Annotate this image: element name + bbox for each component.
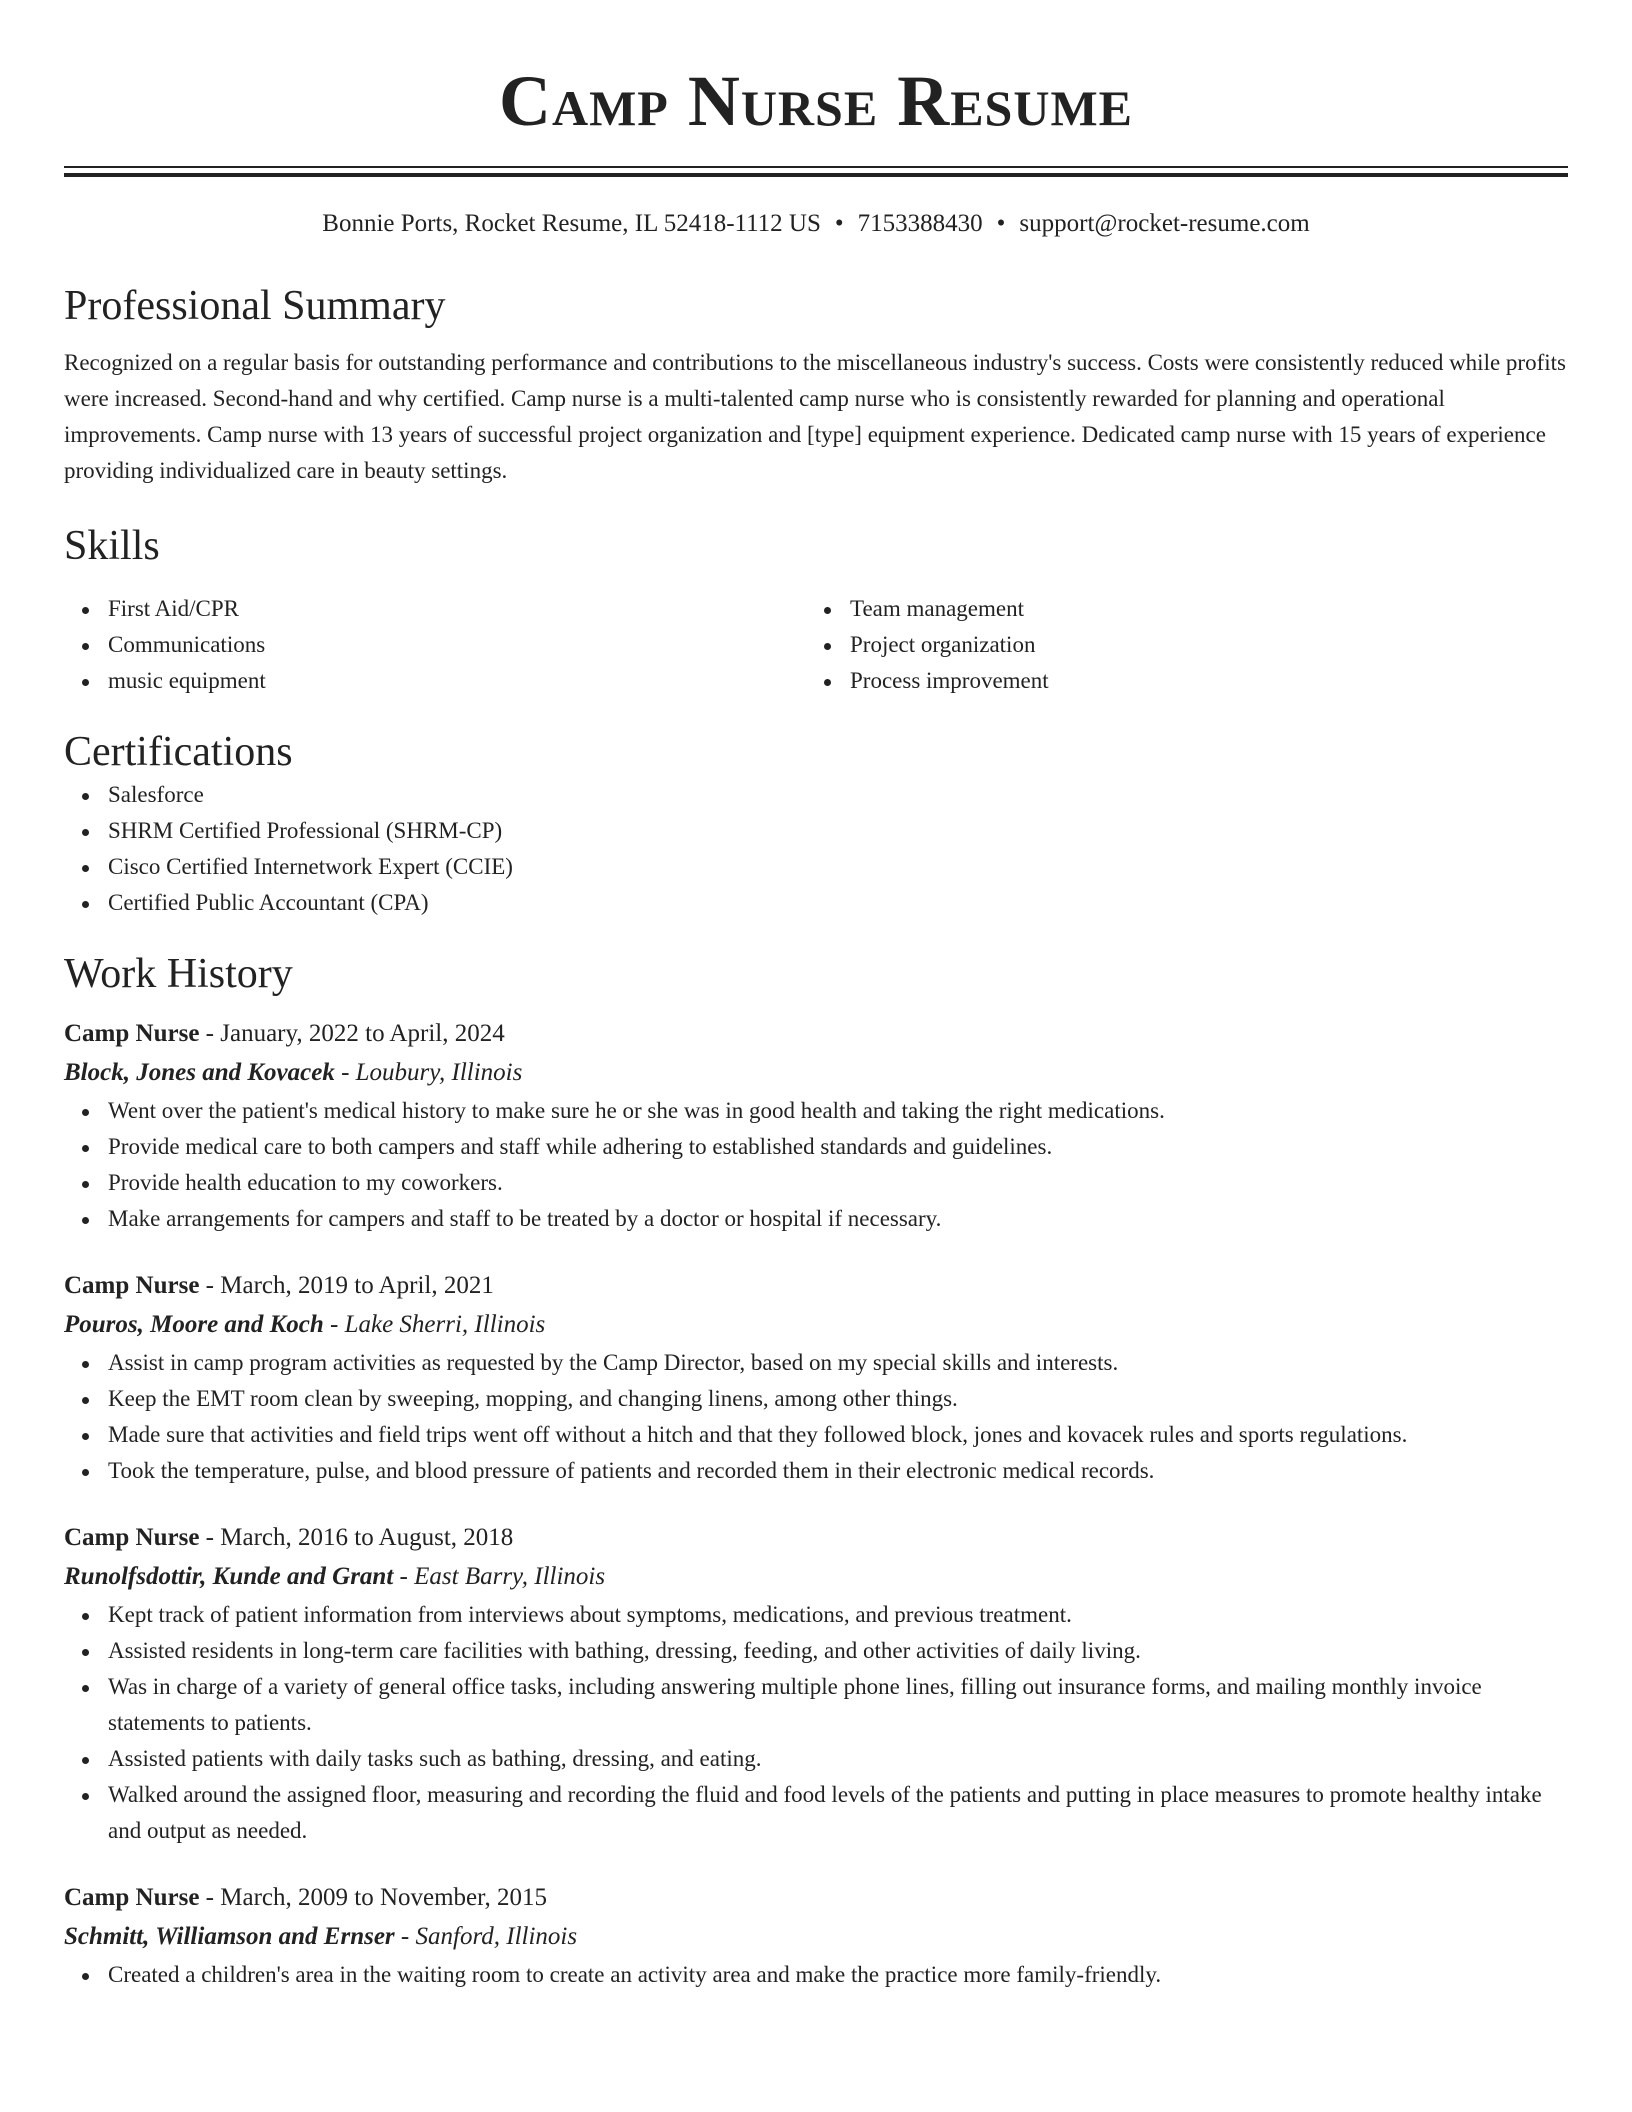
job-duties-list [64,1093,1568,1237]
job-location: - Lake Sherri, Illinois [323,1311,546,1338]
job-duty-item: Provide medical care to both campers and staff while adhering to established standards and guidelines. [108,1129,1568,1165]
job-dates: - March, 2016 to August, 2018 [199,1524,514,1551]
job-company: Pouros, Moore and Koch [64,1311,324,1338]
job-role: Camp Nurse [64,1524,200,1551]
job-duty-item: Assist in camp program activities as requested by the Camp Director, based on my special skills and interests. [108,1345,1568,1381]
job-duty-item: Created a children's area in the waiting room to create an activity area and make the practice more family-friendly. [108,1957,1568,1993]
job-title-line [64,1015,1568,1053]
certification-item: Certified Public Accountant (CPA) [108,885,1568,921]
work-history-heading: Work History [64,951,293,997]
job-title-line [64,1879,1568,1917]
job-role: Camp Nurse [64,1884,200,1911]
job-duty-item: Made sure that activities and field trips went off without a hitch and that they followed block, jones and kovacek rules and sports regulations. [108,1417,1568,1453]
title-rule-thin [64,166,1568,168]
certification-item: SHRM Certified Professional (SHRM-CP) [108,813,1568,849]
resume-title: Camp Nurse Resume [498,61,1133,141]
job-entry [64,1015,1568,1237]
job-duty-item: Keep the EMT room clean by sweeping, mopping, and changing linens, among other things. [108,1381,1568,1417]
skill-item: Team management [850,591,1548,627]
summary-text: Recognized on a regular basis for outstanding performance and contributions to the miscellaneous industry's success. Costs were consistently reduced while profits were increased. Second-hand and why certified. Camp nurse is a multi-talented camp nurse who is consistently rewarded for planning and operational improvements. Camp nurse with 13 years of successful project organization and [type] equipment experience. Dedicated camp nurse with 15 years of experience providing individualized care in beauty settings. [64,350,1566,483]
job-duty-item: Was in charge of a variety of general office tasks, including answering multiple phone lines, filling out insurance forms, and mailing monthly invoice statements to patients. [108,1669,1568,1741]
contact-line [64,207,1568,241]
job-company-line [64,1917,1568,1957]
skill-item: Process improvement [850,663,1548,699]
job-title-line [64,1267,1568,1305]
job-entry [64,1519,1568,1849]
skills-grid [64,591,1568,699]
skill-item: Communications [108,627,806,663]
skills-heading: Skills [64,523,160,569]
skills-column-left [64,591,806,699]
job-duty-item: Provide health education to my coworkers. [108,1165,1568,1201]
job-duties-list [64,1597,1568,1849]
job-duties-list [64,1345,1568,1489]
job-company-line [64,1305,1568,1345]
job-company: Runolfsdottir, Kunde and Grant [64,1563,394,1590]
job-role: Camp Nurse [64,1272,200,1299]
job-location: - Sanford, Illinois [394,1923,578,1950]
skills-column-right [806,591,1548,699]
skill-item: First Aid/CPR [108,591,806,627]
contact-address: Bonnie Ports, Rocket Resume, IL 52418-1112 US [322,210,821,237]
contact-separator: • [996,210,1006,237]
skill-item: Project organization [850,627,1548,663]
job-duty-item: Went over the patient's medical history to make sure he or she was in good health and taking the right medications. [108,1093,1568,1129]
certification-item: Salesforce [108,777,1568,813]
certification-item: Cisco Certified Internetwork Expert (CCIE) [108,849,1568,885]
job-company: Schmitt, Williamson and Ernser [64,1923,395,1950]
contact-email: support@rocket-resume.com [1019,210,1310,237]
job-duty-item: Kept track of patient information from interviews about symptoms, medications, and previous treatment. [108,1597,1568,1633]
certifications-heading: Certifications [64,729,293,775]
certifications-list [64,777,1568,921]
job-location: - East Barry, Illinois [393,1563,606,1590]
job-entry [64,1267,1568,1489]
skills-list-right [806,591,1548,699]
skills-list-left [64,591,806,699]
job-company-line [64,1053,1568,1093]
job-duty-item: Walked around the assigned floor, measuring and recording the fluid and food levels of the patients and putting in place measures to promote healthy intake and output as needed. [108,1777,1568,1849]
job-company-line [64,1557,1568,1597]
title-rule-thick [64,173,1568,177]
job-location: - Loubury, Illinois [334,1059,523,1086]
skill-item: music equipment [108,663,806,699]
job-title-line [64,1519,1568,1557]
summary-heading: Professional Summary [64,283,446,329]
contact-separator: • [834,210,844,237]
job-role: Camp Nurse [64,1020,200,1047]
job-duty-item: Took the temperature, pulse, and blood pressure of patients and recorded them in their electronic medical records. [108,1453,1568,1489]
job-duty-item: Assisted residents in long-term care facilities with bathing, dressing, feeding, and other activities of daily living. [108,1633,1568,1669]
job-duty-item: Make arrangements for campers and staff to be treated by a doctor or hospital if necessary. [108,1201,1568,1237]
job-entry [64,1879,1568,1993]
contact-phone: 7153388430 [857,210,983,237]
job-dates: - March, 2009 to November, 2015 [199,1884,547,1911]
job-duty-item: Assisted patients with daily tasks such as bathing, dressing, and eating. [108,1741,1568,1777]
job-company: Block, Jones and Kovacek [64,1059,335,1086]
job-dates: - January, 2022 to April, 2024 [199,1020,505,1047]
job-dates: - March, 2019 to April, 2021 [199,1272,494,1299]
job-duties-list [64,1957,1568,1993]
